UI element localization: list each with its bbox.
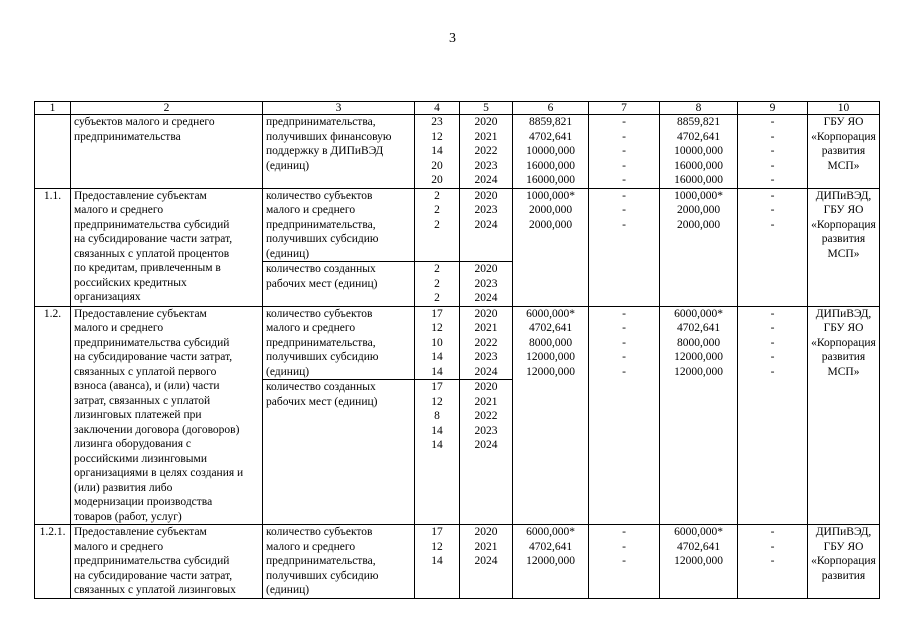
- funding-value: -: [622, 307, 626, 320]
- activity-line: предпринимательства субсидий: [74, 218, 230, 231]
- indicator-cell: [263, 380, 415, 525]
- year-value: 2021: [474, 130, 498, 143]
- header-row: [35, 102, 880, 115]
- indicator-value: 2: [434, 204, 440, 216]
- indicator-line: получивших субсидию: [266, 233, 379, 245]
- funding-value: 8000,000: [528, 336, 573, 349]
- funding-value: 6000,000*: [674, 307, 723, 320]
- activity-name-cell: [71, 525, 263, 599]
- total-funding-cell: [513, 525, 589, 599]
- table-row: [35, 525, 880, 599]
- activity-line: малого и среднего: [74, 204, 164, 216]
- executor-line: ГБУ ЯО: [823, 540, 864, 553]
- year-value: 2021: [474, 540, 498, 553]
- indicator-line: рабочих мест (единиц): [266, 395, 378, 408]
- indicator-line: количество субъектов: [266, 307, 373, 320]
- indicator-cell: [263, 525, 415, 599]
- funding-value: 12000,000: [674, 555, 723, 567]
- funding-value: -: [770, 322, 775, 334]
- table-row: [35, 188, 880, 262]
- indicator-value: 20: [431, 174, 443, 186]
- activity-line: взноса (аванса), и (или) части: [74, 380, 220, 392]
- activity-line: связанных с уплатой первого: [74, 365, 217, 378]
- executor-line: ГБУ ЯО: [823, 204, 864, 216]
- executor-line: «Корпорация: [811, 336, 876, 349]
- indicator-line: малого и среднего: [266, 204, 356, 216]
- indicator-cell: [263, 188, 415, 262]
- funding-value: 8859,821: [676, 116, 721, 128]
- indicator-value: 2: [434, 263, 440, 275]
- activity-line: лизинговых платежей при: [74, 409, 202, 421]
- funding-value: 4702,641: [528, 540, 573, 553]
- funding-value: -: [770, 204, 775, 216]
- funding-value: -: [622, 351, 626, 363]
- executor-cell: [808, 188, 880, 306]
- executor-line: развития: [821, 569, 866, 582]
- indicator-line: малого и среднего: [266, 540, 356, 553]
- header-cell: 6: [513, 102, 589, 115]
- indicator-value: 14: [431, 424, 443, 437]
- funding-value: 1000,000*: [526, 189, 575, 202]
- indicator-line: малого и среднего: [266, 322, 356, 334]
- regional-funding-cell: [660, 306, 738, 525]
- activity-line: предпринимательства субсидий: [74, 336, 230, 349]
- funding-value: 4702,641: [676, 130, 721, 143]
- funding-value: 2000,000: [676, 218, 721, 231]
- row-number-cell: 1.2.1.: [35, 525, 71, 599]
- executor-line: ГБУ ЯО: [823, 116, 864, 128]
- other-funding-cell: [738, 115, 808, 189]
- regional-funding-cell: [660, 115, 738, 189]
- activity-line: на субсидирование части затрат,: [74, 233, 233, 245]
- activity-line: российскими лизинговыми: [74, 452, 207, 465]
- regional-funding-cell: [660, 188, 738, 306]
- indicator-line: получивших финансовую: [266, 130, 392, 143]
- indicator-value-cell: [415, 115, 460, 189]
- indicator-line: рабочих мест (единиц): [266, 277, 378, 290]
- indicator-line: предпринимательства,: [266, 555, 376, 567]
- funding-value: 4702,641: [676, 540, 721, 553]
- year-value: 2024: [474, 555, 498, 567]
- indicator-line: (единиц): [266, 247, 310, 260]
- other-funding-cell: [738, 188, 808, 306]
- indicator-value: 2: [434, 277, 440, 290]
- funding-value: -: [622, 526, 626, 538]
- activity-line: организациях: [74, 291, 141, 303]
- federal-funding-cell: [589, 115, 660, 189]
- funding-value: 12000,000: [526, 555, 575, 567]
- indicator-cell: [263, 262, 415, 307]
- indicator-value: 20: [431, 159, 443, 172]
- federal-funding-cell: [589, 306, 660, 525]
- funding-value: -: [622, 336, 626, 349]
- funding-value: 16000,000: [526, 159, 575, 172]
- indicator-line: (единиц): [266, 159, 310, 172]
- funding-value: -: [770, 307, 775, 320]
- funding-value: 6000,000*: [674, 526, 723, 538]
- funding-value: 8000,000: [676, 336, 721, 349]
- total-funding-cell: [513, 188, 589, 306]
- funding-value: -: [770, 365, 775, 378]
- executor-line: развития: [821, 145, 866, 157]
- executor-line: ДИПиВЭД,: [815, 526, 872, 538]
- indicator-value-cell: [415, 306, 460, 380]
- funding-value: -: [622, 130, 626, 143]
- indicator-value-cell: [415, 188, 460, 262]
- executor-cell: [808, 115, 880, 189]
- header-cell: 3: [263, 102, 415, 115]
- indicator-line: предпринимательства,: [266, 336, 376, 349]
- indicator-line: (единиц): [266, 584, 310, 596]
- indicator-value-cell: [415, 525, 460, 599]
- year-value: 2020: [474, 526, 498, 538]
- year-cell: [460, 380, 513, 525]
- table-row: [35, 306, 880, 380]
- indicator-line: предпринимательства,: [266, 218, 376, 231]
- other-funding-cell: [738, 306, 808, 525]
- table-row: [35, 115, 880, 189]
- activity-line: затрат, связанных с уплатой: [74, 394, 211, 407]
- executor-line: «Корпорация: [811, 130, 876, 143]
- table-body: [35, 102, 880, 599]
- indicator-cell: [263, 115, 415, 189]
- indicator-cell: [263, 306, 415, 380]
- indicator-line: (единиц): [266, 365, 310, 378]
- indicator-line: количество созданных: [266, 263, 376, 275]
- indicator-value: 14: [431, 365, 443, 378]
- executor-cell: [808, 306, 880, 525]
- activity-line: на субсидирование части затрат,: [74, 351, 233, 363]
- activity-line: по кредитам, привлеченным в: [74, 262, 221, 274]
- funding-value: -: [770, 526, 775, 538]
- year-value: 2023: [474, 277, 498, 290]
- executor-line: «Корпорация: [811, 218, 876, 231]
- header-cell: 10: [808, 102, 880, 115]
- indicator-line: количество субъектов: [266, 526, 373, 538]
- activity-line: на субсидирование части затрат,: [74, 569, 233, 582]
- header-cell: 9: [738, 102, 808, 115]
- activity-line: Предоставление субъектам: [74, 526, 207, 538]
- funding-value: -: [622, 116, 626, 128]
- activity-line: российских кредитных: [74, 276, 187, 289]
- activity-name-cell: [71, 188, 263, 306]
- indicator-value: 14: [431, 555, 443, 567]
- executor-line: МСП»: [827, 365, 860, 378]
- funding-value: -: [770, 145, 775, 157]
- executor-line: МСП»: [827, 247, 860, 260]
- funding-value: -: [770, 336, 775, 349]
- executor-line: МСП»: [827, 159, 860, 172]
- year-value: 2023: [474, 351, 498, 363]
- executor-line: развития: [821, 351, 866, 363]
- funding-value: -: [770, 351, 775, 363]
- year-cell: [460, 188, 513, 262]
- header-cell: 8: [660, 102, 738, 115]
- federal-funding-cell: [589, 188, 660, 306]
- funding-value: -: [770, 159, 775, 172]
- funding-value: 8859,821: [528, 116, 573, 128]
- indicator-value: 12: [431, 130, 443, 143]
- year-value: 2020: [474, 116, 498, 128]
- activity-line: малого и среднего: [74, 540, 164, 553]
- year-value: 2024: [474, 218, 498, 231]
- funding-value: -: [622, 322, 626, 334]
- year-value: 2023: [474, 424, 498, 437]
- activity-line: модернизации производства: [74, 496, 213, 508]
- executor-line: развития: [821, 233, 866, 245]
- funding-value: 1000,000*: [674, 189, 723, 202]
- funding-value: 6000,000*: [526, 526, 575, 538]
- federal-funding-cell: [589, 525, 660, 599]
- indicator-value-cell: [415, 380, 460, 525]
- indicator-value: 17: [431, 307, 443, 320]
- year-value: 2022: [474, 145, 498, 157]
- funding-value: 12000,000: [526, 351, 575, 363]
- indicator-line: получивших субсидию: [266, 569, 379, 582]
- funding-value: 10000,000: [674, 145, 723, 157]
- activity-line: предпринимательства субсидий: [74, 555, 230, 567]
- activity-name-cell: [71, 306, 263, 525]
- year-cell: [460, 525, 513, 599]
- indicator-value: 2: [434, 189, 440, 202]
- funding-value: 4702,641: [676, 322, 721, 334]
- indicator-value: 17: [431, 381, 443, 393]
- activity-line: организациями в целях создания и: [74, 467, 244, 479]
- funding-value: 6000,000*: [526, 307, 575, 320]
- header-cell: 7: [589, 102, 660, 115]
- funding-value: -: [770, 540, 775, 553]
- executor-line: ДИПиВЭД,: [815, 307, 872, 320]
- funding-value: 12000,000: [674, 365, 723, 378]
- activity-line: (или) развития либо: [74, 481, 173, 494]
- indicator-line: предпринимательства,: [266, 116, 376, 128]
- year-value: 2020: [474, 307, 498, 320]
- funding-value: 4702,641: [528, 322, 573, 334]
- row-number-cell: 1.1.: [35, 188, 71, 306]
- funding-value: 4702,641: [528, 130, 573, 143]
- funding-value: -: [622, 189, 626, 202]
- indicator-value: 17: [431, 526, 443, 538]
- activity-line: субъектов малого и среднего: [74, 116, 215, 128]
- executor-line: ГБУ ЯО: [823, 322, 864, 334]
- funding-value: 10000,000: [526, 145, 575, 157]
- year-value: 2024: [474, 365, 498, 378]
- header-cell: 4: [415, 102, 460, 115]
- year-cell: [460, 306, 513, 380]
- activity-line: связанных с уплатой процентов: [74, 247, 230, 260]
- funding-value: -: [770, 189, 775, 202]
- funding-value: 12000,000: [526, 365, 575, 378]
- funding-value: 2000,000: [528, 218, 573, 231]
- indicator-value: 2: [434, 292, 440, 304]
- indicator-value-cell: [415, 262, 460, 307]
- funding-value: -: [622, 365, 626, 378]
- indicator-value: 10: [431, 336, 443, 349]
- indicator-value: 14: [431, 145, 443, 157]
- indicator-value: 8: [434, 410, 440, 422]
- program-table: [34, 101, 880, 599]
- funding-value: -: [770, 174, 775, 186]
- year-value: 2023: [474, 204, 498, 216]
- year-value: 2020: [474, 189, 498, 202]
- indicator-line: количество созданных: [266, 381, 376, 393]
- indicator-value: 12: [431, 395, 443, 408]
- funding-value: -: [770, 130, 775, 143]
- year-value: 2021: [474, 395, 498, 408]
- funding-value: 16000,000: [674, 159, 723, 172]
- other-funding-cell: [738, 525, 808, 599]
- executor-line: «Корпорация: [811, 555, 876, 567]
- indicator-value: 14: [431, 351, 443, 363]
- year-value: 2022: [474, 410, 498, 422]
- year-value: 2023: [474, 159, 498, 172]
- activity-name-cell: [71, 115, 263, 189]
- funding-value: 2000,000: [528, 204, 573, 216]
- executor-cell: [808, 525, 880, 599]
- activity-line: связанных с уплатой лизинговых: [74, 584, 236, 596]
- activity-line: Предоставление субъектам: [74, 189, 207, 202]
- indicator-value: 2: [434, 218, 440, 231]
- year-cell: [460, 115, 513, 189]
- year-cell: [460, 262, 513, 307]
- year-value: 2020: [474, 263, 498, 275]
- activity-line: заключении договора (договоров): [74, 423, 240, 436]
- funding-value: -: [770, 555, 775, 567]
- page-number: 3: [449, 31, 456, 46]
- header-cell: 2: [71, 102, 263, 115]
- year-value: 2024: [474, 439, 498, 451]
- total-funding-cell: [513, 115, 589, 189]
- funding-value: 12000,000: [674, 351, 723, 363]
- funding-value: -: [622, 174, 626, 186]
- activity-line: предпринимательства: [74, 130, 181, 143]
- indicator-value: 23: [431, 116, 443, 128]
- funding-value: -: [622, 145, 626, 157]
- year-value: 2024: [474, 174, 498, 186]
- funding-value: 16000,000: [674, 174, 723, 186]
- indicator-line: количество субъектов: [266, 189, 373, 202]
- activity-line: малого и среднего: [74, 322, 164, 334]
- indicator-line: поддержку в ДИПиВЭД: [266, 145, 384, 157]
- funding-value: -: [622, 159, 626, 172]
- header-cell: 5: [460, 102, 513, 115]
- activity-line: товаров (работ, услуг): [74, 510, 182, 523]
- funding-value: 2000,000: [676, 204, 721, 216]
- indicator-line: получивших субсидию: [266, 351, 379, 363]
- funding-value: -: [622, 204, 626, 216]
- year-value: 2022: [474, 336, 498, 349]
- funding-value: -: [770, 218, 775, 231]
- funding-value: -: [622, 555, 626, 567]
- funding-value: 16000,000: [526, 174, 575, 186]
- executor-line: ДИПиВЭД,: [815, 189, 872, 202]
- year-value: 2020: [474, 381, 498, 393]
- indicator-value: 12: [431, 540, 443, 553]
- funding-value: -: [770, 116, 775, 128]
- row-number-cell: 1.2.: [35, 306, 71, 525]
- activity-line: Предоставление субъектам: [74, 307, 207, 320]
- row-number-cell: [35, 115, 71, 189]
- indicator-value: 14: [431, 439, 443, 451]
- indicator-value: 12: [431, 322, 443, 334]
- activity-line: лизинга оборудования с: [74, 438, 191, 450]
- year-value: 2021: [474, 322, 498, 334]
- regional-funding-cell: [660, 525, 738, 599]
- year-value: 2024: [474, 292, 498, 304]
- funding-value: -: [622, 218, 626, 231]
- total-funding-cell: [513, 306, 589, 525]
- header-cell: 1: [35, 102, 71, 115]
- funding-value: -: [622, 540, 626, 553]
